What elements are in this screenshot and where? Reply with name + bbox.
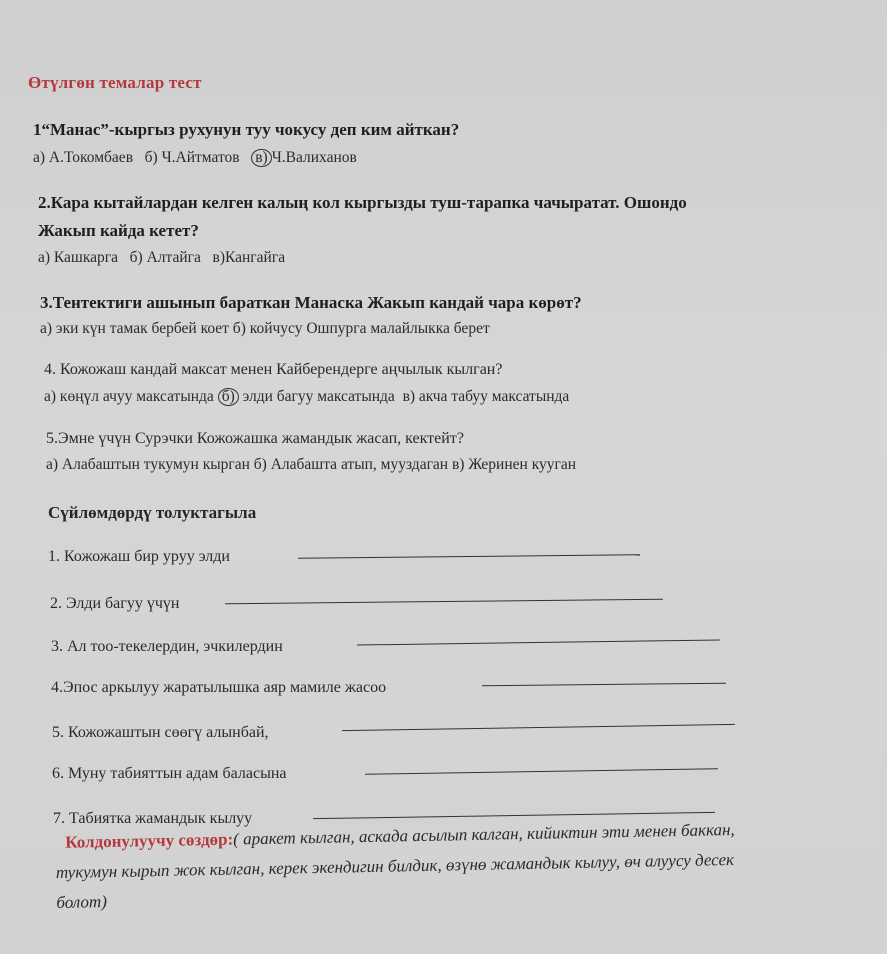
question-1-option-c: Ч.Валиханов: [271, 149, 357, 166]
answer-line-3[interactable]: [357, 639, 720, 645]
word-bank: [55, 812, 872, 918]
word-bank-line-3: болот): [56, 892, 108, 912]
word-bank-label: Колдонулуучу сөздөр:: [65, 829, 234, 852]
question-5-options: а) Алабаштын тукумун кырган б) Алабашта атып, мууздаган в) Жеринен кууган: [46, 456, 577, 473]
answer-line-1[interactable]: [298, 554, 640, 559]
word-bank-line-1: ( аракет кылган, аскада асылып калган, кийиктин эти менен баккан,: [233, 819, 735, 849]
question-1: 1“Манас”-кыргыз рухунун туу чокусу деп ким айткан?: [33, 120, 460, 139]
page-title: Өтүлгөн темалар тест: [28, 73, 202, 92]
section-title: Сүйлөмдөрдү толуктагыла: [48, 503, 257, 522]
question-4-option-a: а) көңүл ачуу максатында: [44, 388, 214, 405]
sentence-4: 4.Эпос аркылуу жаратылышка аяр мамиле жасоо: [51, 679, 387, 696]
question-4-option-b: элди багуу максатында: [242, 388, 395, 405]
question-4-option-b-circled: б): [218, 388, 239, 406]
question-1-option-a: а) А.Токомбаев: [33, 149, 134, 166]
question-4-options: [44, 388, 569, 406]
question-3: 3.Тентектиги ашынып бараткан Манаска Жакып кандай чара көрөт?: [40, 293, 582, 312]
question-2-option-b: б) Алтайга: [129, 249, 201, 266]
question-1-options: [33, 149, 357, 167]
answer-line-4[interactable]: [482, 683, 726, 687]
question-1-option-b: б) Ч.Айтматов: [144, 149, 240, 166]
sentence-2: 2. Элди багуу үчүн: [50, 595, 180, 612]
question-5: 5.Эмне үчүн Сурэчки Кожожашка жамандык жасап, кектейт?: [46, 430, 464, 447]
question-1-option-c-circled: в): [251, 149, 271, 167]
answer-line-5[interactable]: [342, 724, 735, 731]
sentence-6: 6. Муну табияттын адам баласына: [52, 765, 287, 782]
question-2-options: [38, 249, 285, 267]
sentence-7: 7. Табиятка жамандык кылуу: [53, 810, 253, 827]
sentence-3: 3. Ал тоо-текелердин, эчкилердин: [51, 638, 283, 655]
question-2-option-a: а) Кашкарга: [38, 249, 119, 266]
question-4-option-c: в) акча табуу максатында: [402, 388, 570, 405]
answer-line-6[interactable]: [365, 768, 718, 775]
word-bank-line-2: тукумун кырып жок кылган, керек экендигин билдик, өзүнө жамандык кылуу, өч алуусу десек: [55, 849, 735, 882]
answer-line-2[interactable]: [225, 599, 663, 605]
question-2-line-2: Жакып кайда кетет?: [38, 221, 199, 240]
question-3-options: а) эки күн тамак бербей коет б) койчусу Ошпурга малайлыкка берет: [40, 320, 490, 337]
question-2-option-c: в)Кангайга: [212, 249, 286, 266]
question-2-line-1: 2.Кара кытайлардан келген калың кол кыргызды туш-тарапка чачыратат. Ошондо: [38, 193, 687, 212]
sentence-5: 5. Кожожаштын сөөгү алынбай,: [52, 724, 269, 741]
question-4: 4. Кожожаш кандай максат менен Кайберендерге аңчылык кылган?: [44, 361, 503, 378]
sentence-1: 1. Кожожаш бир уруу элди: [48, 548, 230, 565]
